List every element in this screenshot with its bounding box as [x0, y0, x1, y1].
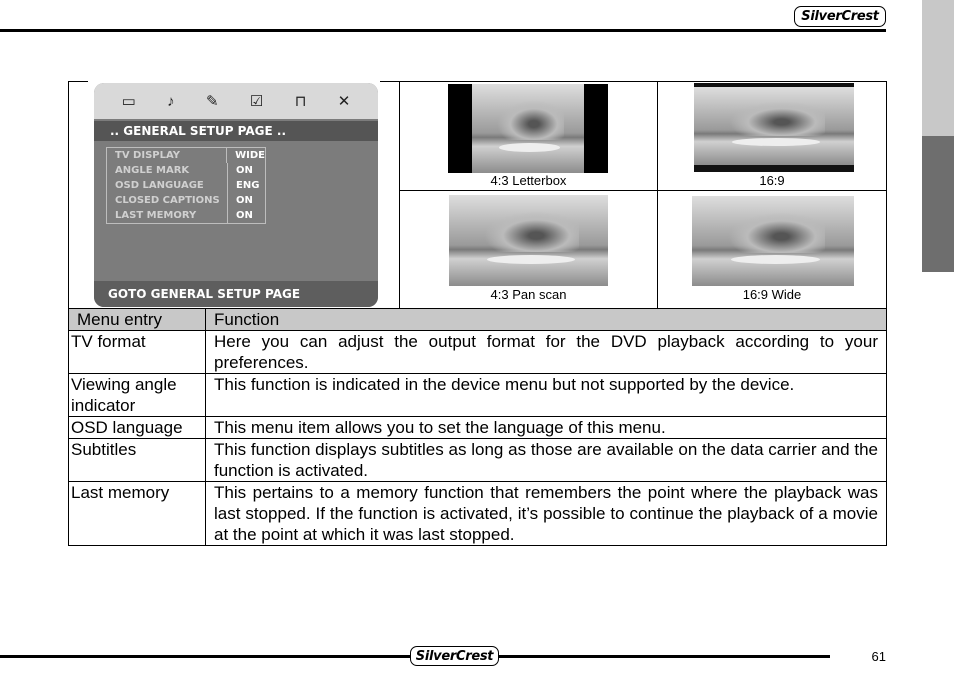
menu-item: [107, 208, 265, 223]
widescreen-image: [694, 83, 854, 172]
menu-item-label: OSD LANGUAGE: [115, 180, 204, 191]
menu-item: [107, 178, 265, 193]
check-icon: ☑: [249, 93, 264, 110]
function-cell: This function displays subtitles as long as those are available on the data carrier and the function is activated.: [206, 439, 887, 482]
entry-cell: Viewing angle indicator: [69, 374, 206, 417]
menu-item-value: ON: [227, 163, 253, 178]
menu-icon-bar: [94, 83, 378, 119]
menu-header: .. GENERAL SETUP PAGE ..: [94, 121, 378, 141]
function-cell: Here you can adjust the output format for the DVD playback according to your preferences.: [206, 331, 887, 374]
lock-icon: ⊓: [294, 93, 307, 110]
silvercrest-logo: SilverCrest: [410, 646, 499, 666]
page-number: 61: [871, 649, 886, 664]
box-border: [886, 81, 887, 309]
menu-item-label: ANGLE MARK: [115, 165, 190, 176]
entry-cell: Subtitles: [69, 439, 206, 482]
pan-scan-caption: 4:3 Pan scan: [490, 287, 567, 302]
menu-item: [107, 148, 265, 163]
entry-cell: TV format: [69, 331, 206, 374]
header-rule: [0, 29, 886, 32]
table-row: [69, 374, 887, 417]
menu-item-value: ON: [227, 208, 253, 223]
osd-menu-screenshot: [94, 83, 378, 307]
menu-item-label: CLOSED CAPTIONS: [115, 195, 220, 206]
function-cell: This pertains to a memory function that remembers the point where the playback was last stopped. If the function is activated, it’s possible to continue the playback of a movie at the point at which it was last stopped.: [206, 482, 887, 546]
tools-icon: ✎: [206, 93, 219, 110]
menu-item: [107, 163, 265, 178]
table-row: [69, 331, 887, 374]
menu-item: [107, 193, 265, 208]
widescreen-caption: 16:9: [759, 173, 785, 188]
menu-item-value: ENG: [227, 178, 259, 193]
letterbox-image: [448, 84, 608, 173]
menu-function-table: [68, 308, 887, 546]
entry-cell: OSD language: [69, 417, 206, 439]
table-row: [69, 482, 887, 546]
menu-item-label: LAST MEMORY: [115, 210, 197, 221]
table-row: [69, 417, 887, 439]
pan-scan-image: [449, 195, 608, 286]
menu-list: [106, 147, 266, 224]
function-cell: This menu item allows you to set the language of this menu.: [206, 417, 887, 439]
box-border: [380, 81, 887, 82]
column-header-entry: Menu entry: [69, 309, 206, 331]
function-cell: This function is indicated in the device menu but not supported by the device.: [206, 374, 887, 417]
box-border: [68, 81, 69, 309]
table-header-row: [69, 309, 887, 331]
menu-item-value: WIDE: [226, 148, 265, 163]
tv-icon: ▭: [121, 93, 136, 110]
audio-icon: ♪: [167, 92, 175, 110]
entry-cell: Last memory: [69, 482, 206, 546]
letterbox-caption: 4:3 Letterbox: [490, 173, 567, 188]
side-tab: [922, 0, 954, 136]
close-icon: ✕: [337, 93, 351, 110]
menu-item-label: TV DISPLAY: [115, 150, 180, 161]
box-border: [657, 81, 658, 309]
side-tab-active: [922, 136, 954, 272]
column-header-function: Function: [206, 309, 887, 331]
table-row: [69, 439, 887, 482]
box-border: [399, 81, 400, 309]
menu-footer: GOTO GENERAL SETUP PAGE: [94, 281, 378, 307]
menu-item-value: ON: [227, 193, 253, 208]
silvercrest-logo: SilverCrest: [794, 6, 886, 27]
box-border: [399, 190, 887, 191]
box-border: [68, 81, 88, 82]
wide-image: [692, 196, 854, 286]
wide-caption: 16:9 Wide: [742, 287, 802, 302]
